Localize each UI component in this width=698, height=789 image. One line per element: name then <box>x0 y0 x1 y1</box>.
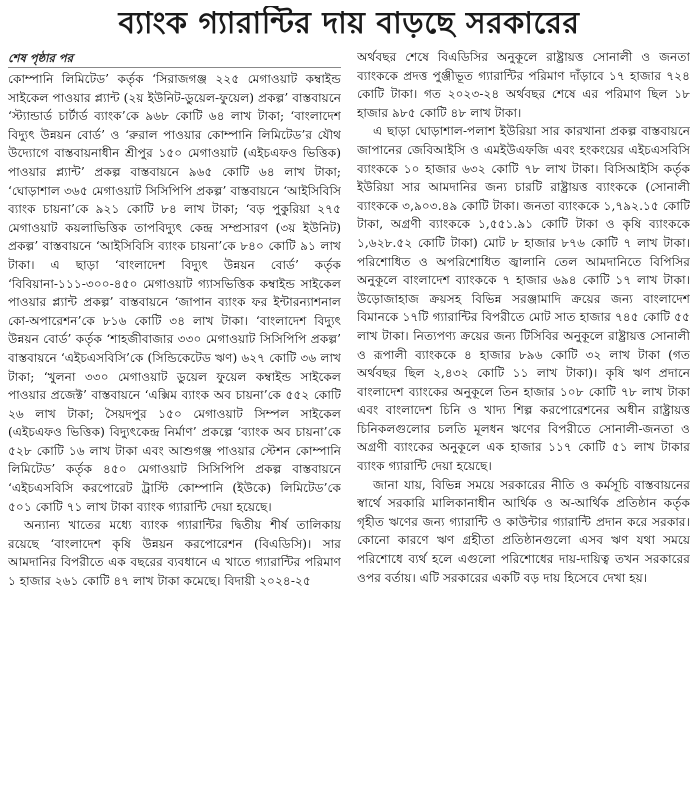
paragraph-right-1: অর্থবছর শেষে বিএডিসির অনুকূলে রাষ্ট্রায়ত্ত সোনালী ও জনতা ব্যাংককে প্রদত্ত পুঞ্জীভূত গ্যারান্টির পরিমাণ দাঁড়াবে ১৭ হাজার ৭২৪ কোটি টাকা। গত ২০২৩-২৪ অর্থবছর শেষে এর পরিমাণ ছিল ১৮ হাজার ৯৮৫ কোটি ৪৮ লাখ টাকা। <box>357 50 690 120</box>
paragraph-right-3: জানা যায়, বিভিন্ন সময়ে সরকারের নীতি ও কর্মসূচি বাস্তবায়নের স্বার্থে সরকারি মালিকানাধীন আর্থিক ও অ-আর্থিক প্রতিষ্ঠান কর্তৃক গৃহীত ঋণের জন্য গ্যারান্টি ও কাউন্টার গ্যারান্টি প্রদান করে সরকার। কোনো কারণে ঋণ গ্রহীতা প্রতিষ্ঠানগুলো এসব ঋণ যথা সময়ে পরিশোধে ব্যর্থ হলে এগুলো পরিশোধের দায়-দায়িত্ব তখন সরকারের ওপর বর্তায়। এটি সরকারের একটি বড় দায় হিসেবে দেখা হয়। <box>357 477 690 585</box>
continued-rule <box>8 67 341 68</box>
article-columns <box>8 48 690 776</box>
paragraph-left-2: অন্যান্য খাতের মধ্যে ব্যাংক গ্যারান্টির দ্বিতীয় শীর্ষ তালিকায় রয়েছে ‘বাংলাদেশ কৃষি উন্নয়ন করপোরেশন (বিএডিসি)। সার আমদানির বিপরীতে এক বছরের ব্যবধানে এ খাতে গ্যারান্টির পরিমাণ ১ হাজার ২৬১ কোটি ৪৭ লাখ টাকা কমেছে। বিদায়ী ২০২৪-২৫ <box>8 518 341 589</box>
headline: ব্যাংক গ্যারান্টির দায় বাড়ছে সরকারের <box>118 6 580 41</box>
continued-from-label: শেষ পৃষ্ঠার পর <box>8 51 73 65</box>
paragraph-left-1: কোম্পানি লিমিটেড’ কর্তৃক ‘সিরাজগঞ্জ ২২৫ মেগাওয়াট কম্বাইন্ড সাইকেল পাওয়ার প্ল্যান্ট (২য় ইউনিট-ডুয়েল-ফুয়েল) প্রকল্প’ বাস্তবায়নে ‘স্ট্যান্ডার্ড চার্টার্ড ব্যাংক’কে ৯৬৮ কোটি ৬৪ লাখ টাকা; ‘বাংলাদেশ বিদ্যুৎ উন্নয়ন বোর্ড’ ও ‘রুরাল পাওয়ার কোম্পানি লিমিটেড’র যৌথ উদ্যোগে বাস্তবায়নাধীন শ্রীপুর ১৫০ মেগাওয়াট (এইচএফও ভিত্তিক) পাওয়ার প্ল্যান্ট’ প্রকল্প বাস্তবায়নে ৯৬৫ কোটি ৬৪ লাখ টাকা; ‘ঘোড়াশাল ৩৬৫ মেগাওয়াট সিসিপিপি প্রকল্প’ বাস্তবায়নে ‘আইসিবিসি ব্যাংক চায়না’কে ৯২১ কোটি ৮৪ লাখ টাকা; ‘বড় পুকুরিয়া ২৭৫ মেগাওয়াট কয়লাভিত্তিক তাপবিদ্যুৎ কেন্দ্র সম্প্রসারণ (৩য় ইউনিট) প্রকল্প’ বাস্তবায়নে ‘আইসিবিসি ব্যাংক চায়না’কে ৮৪০ কোটি ৯১ লাখ টাকা। এ ছাড়া ‘বাংলাদেশ বিদ্যুৎ উন্নয়ন বোর্ড’ কর্তৃক ‘বিবিয়ানা-১১১-৩০০-৪৫০ মেগাওয়াট গ্যাসভিত্তিক কম্বাইন্ড সাইকেল পাওয়ার প্ল্যান্ট প্রকল্প’ বাস্তবায়নে ‘জাপান ব্যাংক ফর ইন্টারন্যাশনাল কো-অপারেশন’কে ৮১৬ কোটি ৩৪ লাখ টাকা। ‘বাংলাদেশ বিদ্যুৎ উন্নয়ন বোর্ড’ কর্তৃক ‘শাহজীবাজার ৩৩০ মেগাওয়াট সিসিপিপি প্রকল্প’ বাস্তবায়নে ‘এইচএসবিসি’কে (সিন্ডিকেটেড ঋণ) ৬২৭ কোটি ৩৬ লাখ টাকা; ‘খুলনা ৩৩০ মেগাওয়াট ডুয়েল ফুয়েল কম্বাইন্ড সাইকেল পাওয়ার প্রজেক্ট’ বাস্তবায়নে ‘এক্সিম ব্যাংক অব চায়না’কে ৫৫২ কোটি ২৬ লাখ টাকা; সৈয়দপুর ১৫০ মেগাওয়াট সিম্পল সাইকেল (এইচএফও ভিত্তিক) বিদ্যুৎকেন্দ্র নির্মাণ’ প্রকল্পে ‘ব্যাংক অব চায়না’কে ৫২৮ কোটি ১৬ লাখ টাকা এবং আশুগঞ্জ পাওয়ার স্টেশন কোম্পানি লিমিটেড’ কর্তৃক ৪৫০ মেগাওয়াট সিসিপিপি প্রকল্প বাস্তবায়নে ‘এইচএসবিসি করপোরেট ট্রাস্টি কোম্পানি (ইউকে) লিমিটেড’কে ৫০১ কোটি ৭১ লাখ টাকা ব্যাংক গ্যারান্টি দেয়া হয়েছে। <box>8 72 341 514</box>
column-right <box>357 48 690 776</box>
paragraph-right-2: এ ছাড়া ঘোড়াশাল-পলাশ ইউরিয়া সার কারখানা প্রকল্প বাস্তবায়নে জাপানের জেবিআইসি ও এমইউএফজি এবং হংকংয়ের এইচএসবিসি ব্যাংককে ১০ হাজার ৬৩২ কোটি ৭৮ লাখ টাকা। বিসিআইসি কর্তৃক ইউরিয়া সার আমদানির জন্য চারটি রাষ্ট্রায়ত্ত ব্যাংককে (সোনালী ব্যাংককে ৩,৯০৩.৪৯ কোটি টাকা। জনতা ব্যাংককে ১,৭৯২.১৫ কোটি টাকা, অগ্রণী ব্যাংককে ১,৫৫১.৯১ কোটি টাকা ও কৃষি ব্যাংককে ১,৬২৮.৫২ কোটি টাকা) মোট ৮ হাজার ৮৭৬ কোটি ৭ লাখ টাকা। পরিশোধিত ও অপরিশোধিত জ্বালানি তেল আমদানিতে বিপিসির অনুকূলে বাংলাদেশ ব্যাংককে ৭ হাজার ৬৯৪ কোটি ১৭ লাখ টাকা। উড়োজাহাজ ক্রয়সহ বিভিন্ন সরঞ্জামাদি ক্রয়ের জন্য বাংলাদেশ বিমানকে ১৭টি গ্যারান্টির বিপরীতে মোট সাত হাজার ৭৪৫ কোটি ৫৫ লাখ টাকা। নিত্যপণ্য ক্রয়ের জন্য টিসিবির অনুকূলে রাষ্ট্রায়ত্ত সোনালী ও রূপালী ব্যাংককে ৪ হাজার ৮৯৬ কোটি ৩২ লাখ টাকা (গত অর্থবছর ছিল ২,৪৩২ কোটি ১১ লাখ টাকা)। কৃষি ঋণ প্রদানে বাংলাদেশ ব্যাংকের অনুকূলে তিন হাজার ১০৮ কোটি ৭৮ লাখ টাকা এবং বাংলাদেশ চিনি ও খাদ্য শিল্প করপোরেশনের অধীন রাষ্ট্রায়ত্ত চিনিকলগুলোর চলতি মূলধন ঋণের বিপরীতে সোনালী-জনতা ও অগ্রণী ব্যাংকের অনুকূলে এক হাজার ১১৭ কোটি ৫১ লাখ টাকার ব্যাংক গ্যারান্টি দেয়া হয়েছে। <box>357 124 690 474</box>
column-left <box>8 48 341 776</box>
